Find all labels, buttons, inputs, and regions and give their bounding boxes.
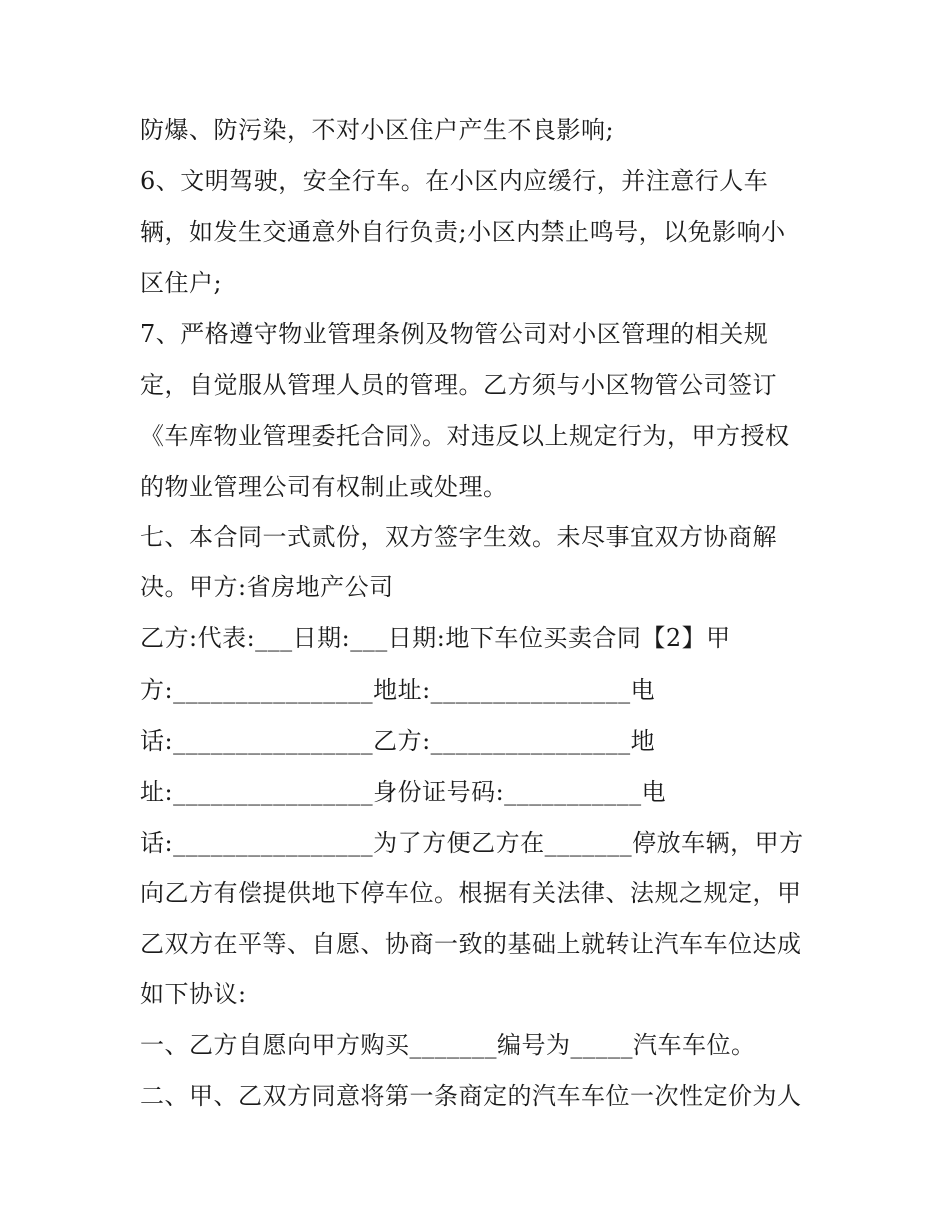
text-line: 防爆、防污染，不对小区住户产生不良影响; <box>140 116 615 144</box>
text-line: 乙双方在平等、自愿、协商一致的基础上就转让汽车车位达成 <box>140 930 802 958</box>
text-line: 乙方:代表:___日期:___日期:地下车位买卖合同【2】甲 <box>140 624 731 652</box>
text-line: 7、严格遵守物业管理条例及物管公司对小区管理的相关规 <box>140 320 769 348</box>
text-line: 址:________________身份证号码:___________电 <box>140 778 667 806</box>
text-line: 如下协议: <box>140 980 247 1008</box>
text-line: 话:________________乙方:________________地 <box>140 727 656 755</box>
text-line: 辆，如发生交通意外自行负责;小区内禁止鸣号，以免影响小 <box>140 218 786 246</box>
text-line: 七、本合同一式贰份，双方签字生效。未尽事宜双方协商解 <box>140 523 777 551</box>
text-line: 话:________________为了方便乙方在_______停放车辆，甲方 <box>140 829 804 857</box>
text-line: 向乙方有偿提供地下停车位。根据有关法律、法规之规定，甲 <box>140 879 802 907</box>
text-line: 方:________________地址:________________电 <box>140 676 656 704</box>
text-line: 一、乙方自愿向甲方购买_______编号为_____汽车车位。 <box>140 1031 756 1059</box>
text-line: 《车库物业管理委托合同》。对违反以上规定行为，甲方授权 <box>140 422 790 450</box>
text-line: 定，自觉服从管理人员的管理。乙方须与小区物管公司签订 <box>140 371 777 399</box>
text-line: 二、甲、乙双方同意将第一条商定的汽车车位一次性定价为人 <box>140 1082 802 1110</box>
text-line: 的物业管理公司有权制止或处理。 <box>140 473 508 501</box>
text-line: 区住户; <box>140 269 223 297</box>
text-line: 决。甲方:省房地产公司 <box>140 573 394 601</box>
text-line: 6、文明驾驶，安全行车。在小区内应缓行，并注意行人车 <box>140 167 769 195</box>
